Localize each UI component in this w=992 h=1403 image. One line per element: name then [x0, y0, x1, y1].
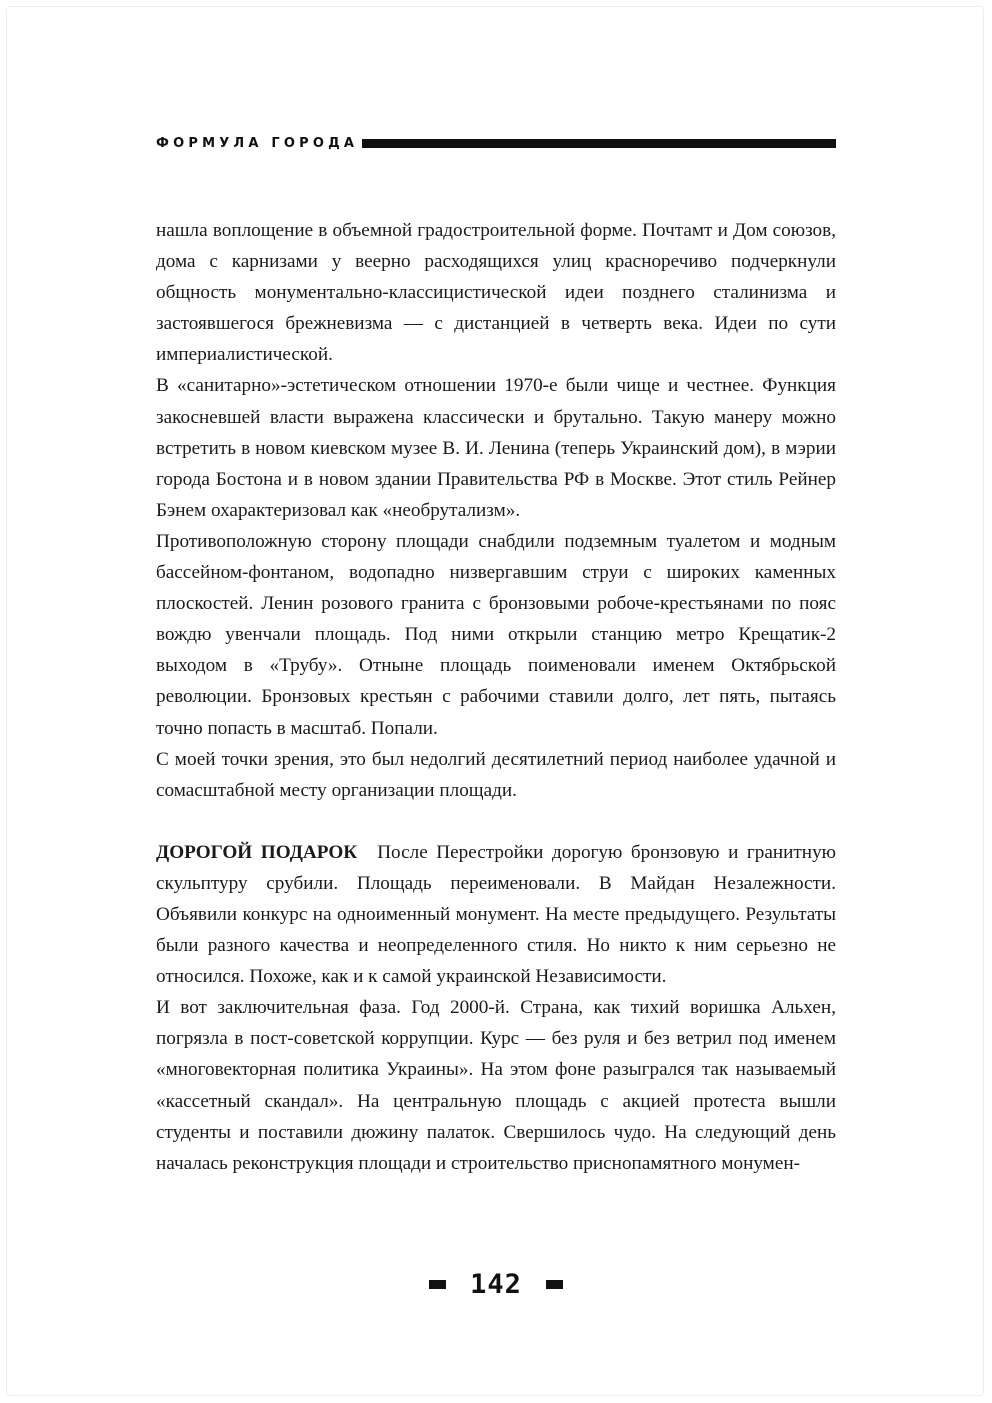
body-text — [156, 215, 836, 1179]
running-title: ФОРМУЛА ГОРОДА — [156, 135, 359, 151]
section-lead-paragraph — [156, 837, 836, 992]
paragraph: С моей точки зрения, это был недолгий десятилетний период наиболее удачной и сомасштабной месту организации площади. — [156, 748, 836, 801]
running-header — [156, 131, 836, 155]
section-heading: ДОРОГОЙ ПОДАРОК — [156, 841, 358, 863]
paragraph: нашла воплощение в объемной градостроительной форме. Почтамт и Дом союзов, дома с карнизами у веерно расходящихся улиц красноречиво подчеркнули общность монументально-классицистической идеи позднего сталинизма и застоявшегося брежневизма — с дистанцией в четверть века. Идеи по сути империалистической. — [156, 220, 836, 366]
paragraph: В «санитарно»-эстетическом отношении 1970-е были чище и честнее. Функция закосневшей власти выражена классически и брутально. Такую манеру можно встретить в новом киевском музее В. И. Ленина (теперь Украинский дом), в мэрии города Бостона и в новом здании Правительства РФ в Москве. Этот стиль Рейнер Бэнем охарактеризовал как «необрутализм». — [156, 375, 836, 521]
footer-block-left — [429, 1280, 446, 1289]
header-rule — [362, 139, 836, 148]
page-number: 142 — [470, 1268, 522, 1300]
paragraph: И вот заключительная фаза. Год 2000-й. Страна, как тихий воришка Альхен, погрязла в пост-советской коррупции. Курс — без руля и без ветрил под именем «многовекторная политика Украины». На этом фоне разыгрался так называемый «кассетный скандал». На центральную площадь с акцией протеста вышли студенты и поставили дюжину палаток. Свершилось чудо. На следующий день началась реконструкция площади и строительство приснопамятного монумен- — [156, 997, 836, 1174]
section-lead-text: После Перестройки дорогую бронзовую и гранитную скульптуру срубили. Площадь переименовали. В Майдан Незалежности. Объявили конкурс на одноименный монумент. На месте предыдущего. Результаты были разного качества и неопределенного стиля. Но никто к ним серьезно не относился. Похоже, как и к самой украинской Независимости. — [156, 841, 837, 988]
footer-block-right — [546, 1280, 563, 1289]
page-footer — [0, 1266, 992, 1302]
paragraph: Противоположную сторону площади снабдили подземным туалетом и модным бассейном-фонтаном, водопадно низвергавшим струи с широких каменных плоскостей. Ленин розового гранита с бронзовыми робоче-крестьянами по пояс вождю увенчали площадь. Под ними открыли станцию метро Крещатик-2 выходом в «Трубу». Отныне площадь поименовали именем Октябрьской революции. Бронзовых крестьян с рабочими ставили долго, лет пять, пытаясь точно попасть в масштаб. Попали. — [156, 530, 836, 739]
